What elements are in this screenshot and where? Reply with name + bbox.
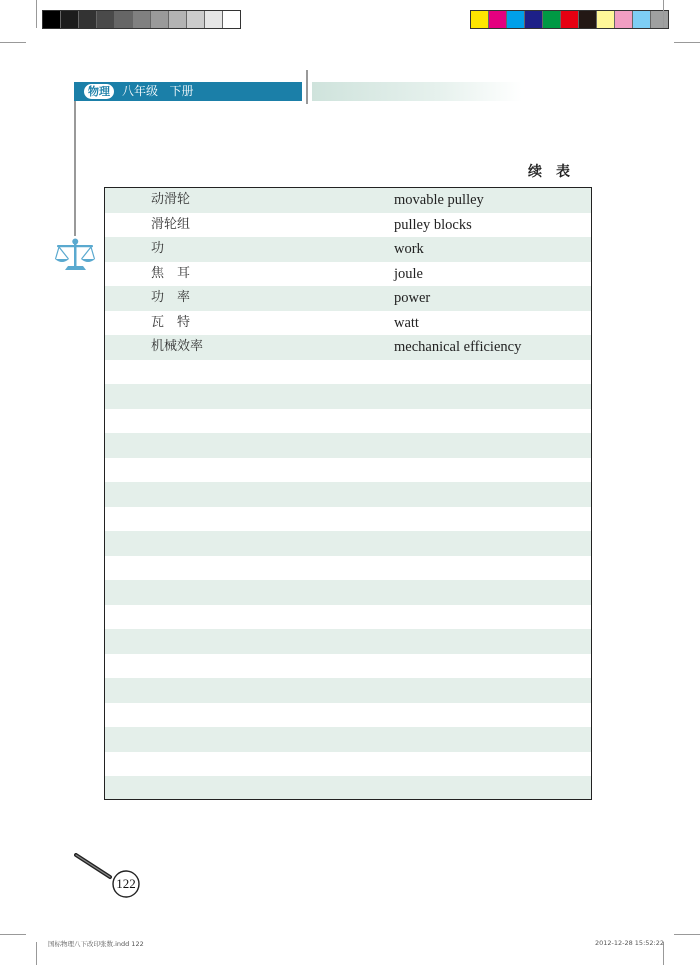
color-swatch — [543, 11, 561, 28]
table-row — [105, 237, 591, 262]
color-swatch — [633, 11, 651, 28]
table-row — [105, 433, 591, 458]
table-caption: 续 表 — [528, 164, 570, 180]
header-divider-line — [306, 70, 308, 104]
gray-swatch — [133, 11, 151, 28]
gray-swatch — [223, 11, 240, 28]
chinese-term: 功 — [151, 241, 165, 256]
grade-label: 八年级 下册 — [122, 84, 194, 98]
table-row — [105, 776, 591, 800]
gray-swatch — [79, 11, 97, 28]
gray-swatch — [97, 11, 115, 28]
table-row — [105, 605, 591, 630]
color-swatch — [597, 11, 615, 28]
english-term: power — [394, 290, 431, 306]
table-row — [105, 727, 591, 752]
table-row — [105, 507, 591, 532]
table-row — [105, 654, 591, 679]
color-swatch — [525, 11, 543, 28]
color-swatch — [507, 11, 525, 28]
gray-swatch — [169, 11, 187, 28]
table-row — [105, 531, 591, 556]
crop-mark — [674, 934, 700, 935]
crop-mark — [674, 42, 700, 43]
crop-mark — [36, 0, 37, 28]
color-swatch — [561, 11, 579, 28]
chinese-term: 功 率 — [151, 290, 191, 305]
scale-icon — [54, 238, 96, 270]
table-row — [105, 580, 591, 605]
color-swatch — [651, 11, 668, 28]
color-registration-bar — [470, 10, 669, 29]
table-row — [105, 384, 591, 409]
table-row — [105, 286, 591, 311]
slug-timestamp: 2012-12-28 15:52:22 — [594, 939, 664, 947]
gray-swatch — [187, 11, 205, 28]
english-term: watt — [394, 314, 419, 331]
english-term: mechanical efficiency — [394, 339, 522, 355]
gray-swatch — [61, 11, 79, 28]
chinese-term: 焦 耳 — [151, 265, 191, 281]
table-row — [105, 752, 591, 777]
gray-swatch — [43, 11, 61, 28]
table-row — [105, 458, 591, 483]
margin-rule-line — [74, 101, 76, 236]
gray-registration-bar — [42, 10, 241, 29]
color-swatch — [489, 11, 507, 28]
table-row — [105, 335, 591, 360]
table-row — [105, 188, 591, 213]
color-swatch — [579, 11, 597, 28]
gray-swatch — [151, 11, 169, 28]
gray-swatch — [115, 11, 133, 28]
color-swatch — [615, 11, 633, 28]
color-swatch — [471, 11, 489, 28]
subject-badge: 物理 — [84, 84, 114, 99]
english-term: work — [394, 241, 424, 257]
chinese-term: 滑轮组 — [151, 216, 191, 232]
table-row — [105, 629, 591, 654]
table-row — [105, 311, 591, 336]
table-row — [105, 703, 591, 728]
table-row — [105, 556, 591, 581]
header-gradient-band — [312, 82, 522, 101]
table-row — [105, 262, 591, 287]
english-term: joule — [394, 265, 423, 282]
crop-mark — [0, 42, 26, 43]
crop-mark — [663, 0, 664, 28]
table-row — [105, 678, 591, 703]
table-row — [105, 409, 591, 434]
slug-filename: 国标物理八下改印张数.indd 122 — [48, 940, 144, 948]
chinese-term: 机械效率 — [151, 339, 204, 354]
table-row — [105, 482, 591, 507]
gray-swatch — [205, 11, 223, 28]
english-term: movable pulley — [394, 192, 484, 208]
table-row — [105, 360, 591, 385]
page-number: 122 — [116, 876, 136, 891]
crop-mark — [0, 934, 26, 935]
english-term: pulley blocks — [394, 216, 472, 233]
glossary-table — [104, 187, 592, 800]
chinese-term: 瓦 特 — [151, 314, 191, 330]
chinese-term: 动滑轮 — [151, 192, 191, 207]
crop-mark — [36, 942, 37, 965]
table-row — [105, 213, 591, 238]
